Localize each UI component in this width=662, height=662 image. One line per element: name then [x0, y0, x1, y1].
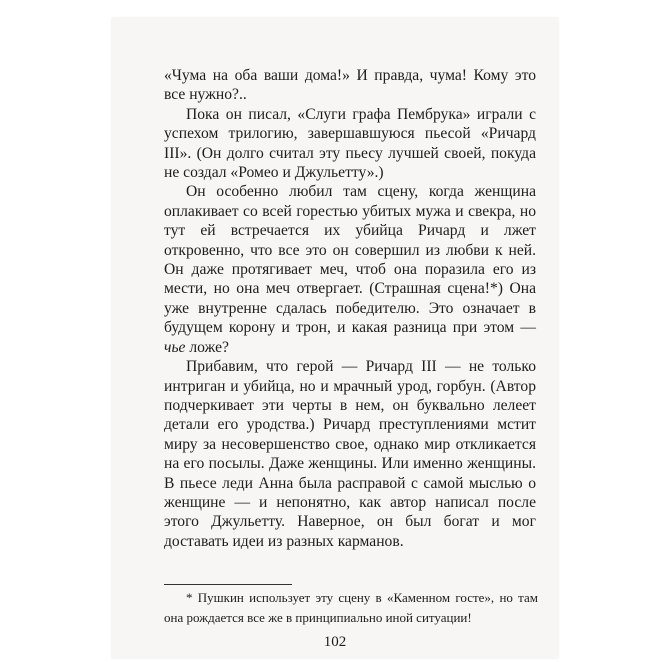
paragraph-3-italic-word: чье [164, 338, 186, 356]
paragraph-3 [164, 182, 536, 357]
paragraph-1: «Чума на оба ваши дома!» И правда, чума! Кому это все нужно?.. [164, 67, 536, 104]
paragraph-2: Пока он писал, «Слуги графа Пембрука» играли с успехом трилогию, завершавшуюся пьесой «Ричард III». (Он долго считал эту пьесу лучшей своей, покуда не создал «Ромео и Джульетту».) [164, 105, 536, 182]
book-page [112, 18, 558, 658]
footnote-divider [164, 584, 292, 585]
paragraph-3-ending: ложе? [185, 338, 229, 356]
body-text [164, 66, 536, 551]
paragraph-4: Прибавим, что герой — Ричард III — не только интриган и убийца, но и мрачный урод, горбун. (Автор подчеркивает эти черты в нем, он буквально лелеет детали его уродства.) Ричард преступлениями мстит миру за несовершенство свое, однако мир откликается на его посылы. Даже женщины. Или именно женщины. В пьесе леди Анна была расправой с самой мыслью о женщине — и непонятно, как автор написал после этого Джульетту. Наверное, он был богат и мог доставать идеи из разных карманов. [164, 358, 536, 550]
page-number: 102 [323, 634, 347, 650]
footnote: * Пушкин использует эту сцену в «Каменном госте», но там она рождается все же в принципиально иной ситуации! [164, 590, 538, 625]
paragraph-3-text: Он особенно любил там сцену, когда женщина оплакивает со всей горестью убитых мужа и свекра, но тут ей встречается их убийца Ричард и лжет откровенно, что все это он совершил из любви к ней. Он даже протягивает меч, чтоб она поразила его из мести, но она меч отвергает. (Страшная сцена!*) Она уже внутренне сдалась победителю. Это означает в будущем корону и трон, и какая разница при этом — [164, 183, 536, 337]
